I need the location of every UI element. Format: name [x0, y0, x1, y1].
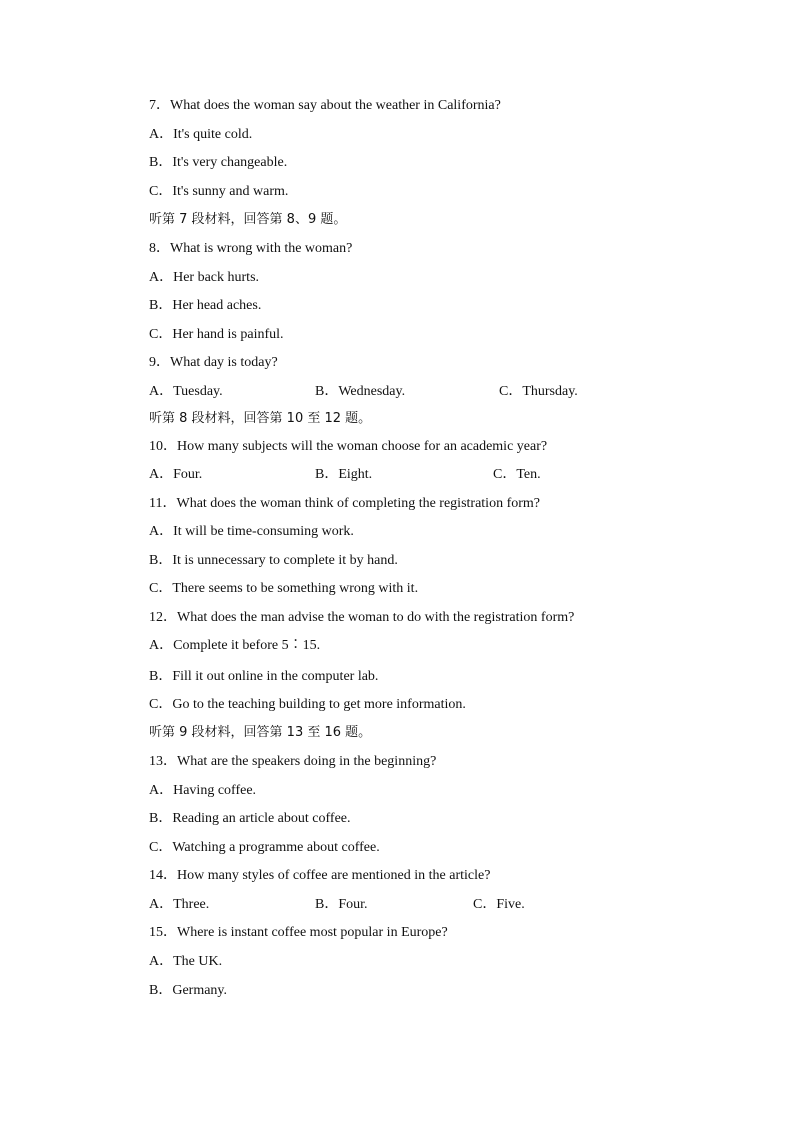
option-8c: C．Her hand is painful.	[149, 327, 284, 342]
option-11a: A．It will be time-consuming work.	[149, 524, 354, 539]
option-9c: C．Thursday.	[499, 384, 578, 399]
option-8a: A．Her back hurts.	[149, 270, 260, 285]
question-10: 10．How many subjects will the woman choose for an academic year?	[149, 439, 548, 454]
option-14c: C．Five.	[473, 897, 525, 912]
section-8-heading: 听第 8 段材料，回答第 10 至 12 题。	[149, 411, 372, 426]
question-11: 11．What does the woman think of completing the registration form?	[149, 496, 540, 511]
option-10b: B．Eight.	[315, 467, 373, 482]
option-13b: B．Reading an article about coffee.	[149, 811, 351, 826]
section-9-heading: 听第 9 段材料，回答第 13 至 16 题。	[149, 725, 372, 740]
question-15: 15．Where is instant coffee most popular in Europe?	[149, 925, 448, 940]
option-7c: C．It's sunny and warm.	[149, 184, 289, 199]
option-9b: B．Wednesday.	[315, 384, 406, 399]
option-12a: A．Complete it before 5∶15.	[149, 638, 321, 653]
option-11c: C．There seems to be something wrong with it.	[149, 581, 419, 596]
option-13c: C．Watching a programme about coffee.	[149, 840, 380, 855]
question-9: 9．What day is today?	[149, 355, 278, 370]
option-12c: C．Go to the teaching building to get more information.	[149, 697, 466, 712]
question-12: 12．What does the man advise the woman to do with the registration form?	[149, 610, 575, 625]
option-7b: B．It's very changeable.	[149, 155, 288, 170]
option-10c: C．Ten.	[493, 467, 541, 482]
question-7: 7．What does the woman say about the weather in California?	[149, 98, 501, 113]
option-12b: B．Fill it out online in the computer lab.	[149, 669, 379, 684]
option-13a: A．Having coffee.	[149, 783, 257, 798]
option-14b: B．Four.	[315, 897, 368, 912]
question-8: 8．What is wrong with the woman?	[149, 241, 353, 256]
question-13: 13．What are the speakers doing in the beginning?	[149, 754, 437, 769]
option-11b: B．It is unnecessary to complete it by hand.	[149, 553, 398, 568]
option-15a: A．The UK.	[149, 954, 223, 969]
option-15b: B．Germany.	[149, 983, 228, 998]
section-7-heading: 听第 7 段材料，回答第 8、9 题。	[149, 212, 347, 227]
question-14: 14．How many styles of coffee are mentioned in the article?	[149, 868, 491, 883]
option-10a: A．Four.	[149, 467, 203, 482]
option-7a: A．It's quite cold.	[149, 127, 253, 142]
option-8b: B．Her head aches.	[149, 298, 262, 313]
option-14a: A．Three.	[149, 897, 210, 912]
option-9a: A．Tuesday.	[149, 384, 223, 399]
